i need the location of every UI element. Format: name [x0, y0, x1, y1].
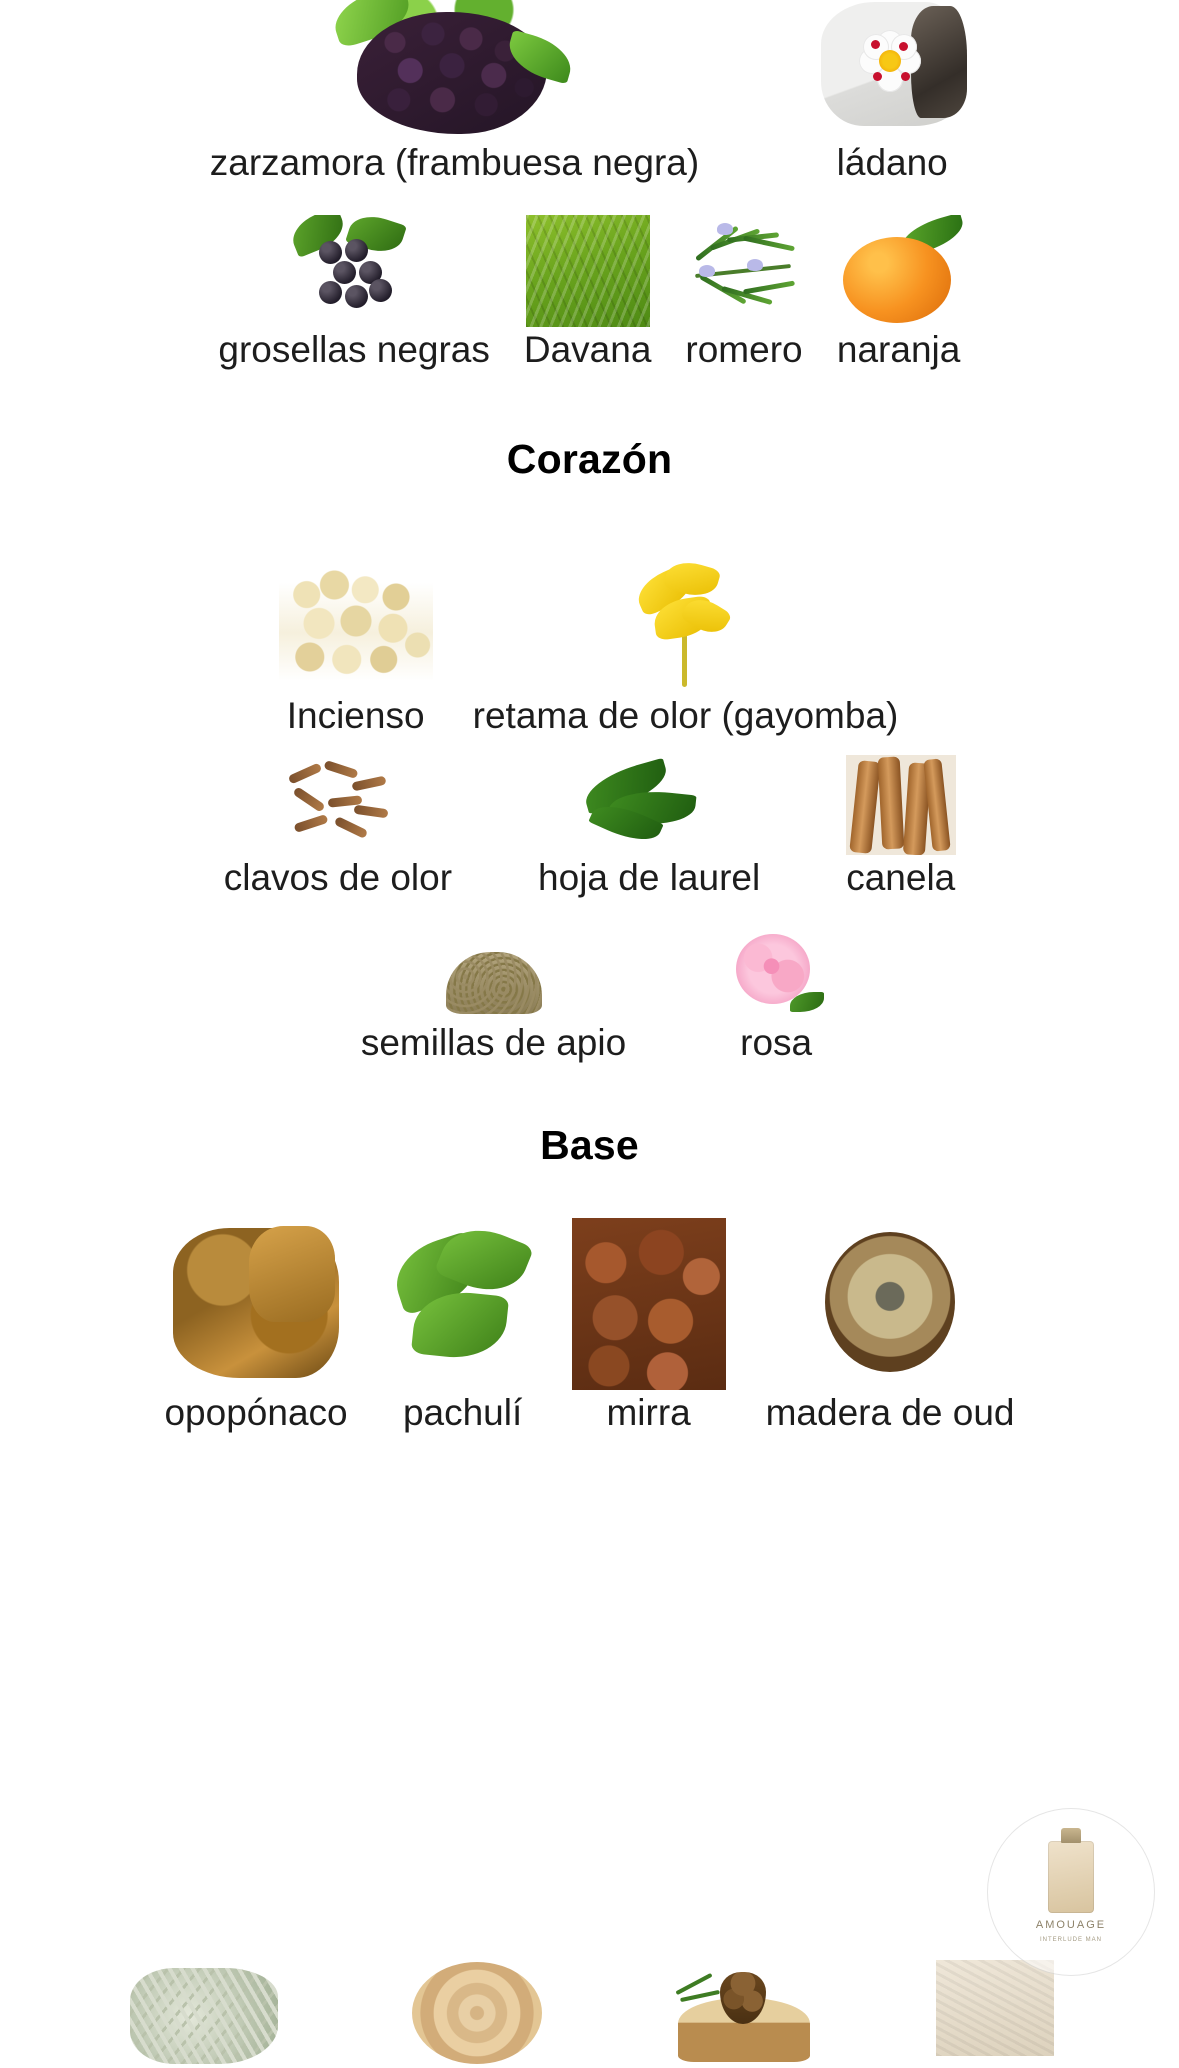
oud-wood-image — [819, 1218, 961, 1390]
note-label: Davana — [523, 329, 652, 370]
note-item-wood-log — [402, 1960, 552, 2064]
note-label: opopónaco — [164, 1392, 348, 1433]
note-label: ládano — [836, 142, 948, 183]
myrrh-resin-image — [572, 1218, 726, 1390]
note-item-davana — [518, 215, 658, 373]
pale-powder-image — [936, 1960, 1054, 2056]
note-label: retama de olor (gayomba) — [472, 695, 899, 736]
watermark-subtitle: INTERLUDE MAN — [1039, 1937, 1102, 1943]
note-item-pale-powder — [936, 1960, 1054, 2056]
note-item-labdanum — [809, 0, 975, 186]
note-label: pachulí — [402, 1392, 523, 1433]
patchouli-leaves-image — [388, 1218, 538, 1390]
note-item-blackberry — [204, 0, 705, 186]
bay-leaf-image — [579, 755, 719, 855]
notes-row-heart-1 — [0, 545, 1179, 739]
frankincense-resin-image — [275, 545, 437, 693]
note-item-cinnamon — [840, 755, 961, 901]
perfume-bottle-icon — [1048, 1841, 1094, 1913]
watermark-brand: AMOUAGE — [1035, 1919, 1107, 1931]
note-label: clavos de olor — [223, 857, 453, 898]
note-label: madera de oud — [765, 1392, 1015, 1433]
note-item-rose — [728, 928, 824, 1066]
note-item-cloves — [218, 755, 458, 901]
note-item-myrrh — [572, 1218, 726, 1436]
note-item-oud-wood — [760, 1218, 1021, 1436]
note-item-broom — [467, 545, 905, 739]
opoponax-resin-image — [165, 1218, 347, 1390]
note-label: rosa — [740, 1022, 813, 1063]
note-item-bay-leaf — [532, 755, 766, 901]
wood-log-slice-image — [402, 1960, 552, 2064]
labdanum-rock-image — [809, 0, 975, 140]
note-label: hoja de laurel — [538, 857, 761, 898]
notes-row-top-1 — [0, 0, 1179, 186]
section-title-corazon: Corazón — [506, 436, 673, 482]
cloves-image — [282, 755, 394, 855]
notes-row-top-2 — [0, 215, 1179, 373]
note-label: canela — [846, 857, 956, 898]
notes-row-heart-3 — [0, 928, 1179, 1066]
celery-seeds-image — [438, 928, 550, 1020]
note-label: mirra — [606, 1392, 691, 1433]
note-label: naranja — [836, 329, 961, 370]
oakmoss-lichen-image — [126, 1960, 282, 2064]
note-item-pine-cone — [672, 1960, 816, 2064]
notes-row-base-1 — [0, 1218, 1179, 1436]
note-item-frankincense — [275, 545, 437, 739]
note-item-oakmoss — [126, 1960, 282, 2064]
section-title-base: Base — [540, 1122, 639, 1168]
rosemary-image — [681, 215, 807, 327]
rose-image — [728, 928, 824, 1020]
note-item-orange — [831, 215, 967, 373]
notes-row-heart-2 — [0, 755, 1179, 901]
blackcurrant-image — [289, 215, 419, 327]
pine-cone-image — [672, 1960, 816, 2064]
cistus-flower-icon — [859, 30, 921, 92]
broom-flower-image — [618, 545, 752, 693]
blackberry-image — [329, 0, 579, 140]
notes-row-base-2 — [0, 1960, 1179, 2064]
davana-plant-image — [526, 215, 650, 327]
note-label: romero — [685, 329, 803, 370]
note-item-blackcurrant — [212, 215, 495, 373]
cinnamon-sticks-image — [846, 755, 956, 855]
brand-watermark — [987, 1808, 1155, 1976]
note-label: grosellas negras — [218, 329, 490, 370]
orange-image — [831, 215, 967, 327]
note-item-patchouli — [388, 1218, 538, 1436]
note-item-celery-seeds — [355, 928, 632, 1066]
note-item-opoponax — [158, 1218, 353, 1436]
note-label: semillas de apio — [360, 1022, 627, 1063]
note-label: Incienso — [286, 695, 425, 736]
note-label: zarzamora (frambuesa negra) — [209, 142, 700, 183]
note-item-rosemary — [679, 215, 808, 373]
